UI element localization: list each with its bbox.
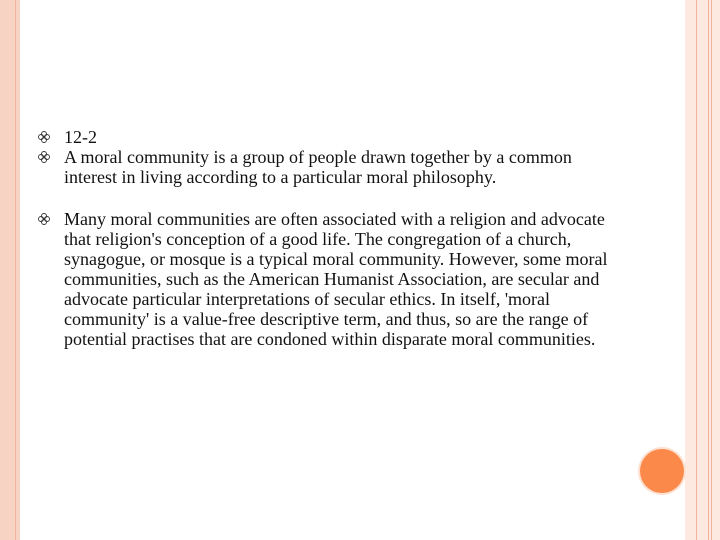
four-petal-flower-icon <box>38 151 50 163</box>
slide-right-border-line <box>711 0 712 540</box>
four-petal-flower-icon <box>38 131 50 143</box>
bullet-item <box>38 209 628 349</box>
slide-right-border-line <box>696 0 697 540</box>
slide-right-border <box>685 0 720 540</box>
bullet-item <box>38 127 628 147</box>
bullet-text: 12-2 <box>64 127 97 147</box>
four-petal-flower-icon <box>38 213 50 225</box>
bullet-item <box>38 147 628 187</box>
slide-right-border-line <box>708 0 709 540</box>
bullet-text: Many moral communities are often associated with a religion and advocate that religion's conception of a good life. The congregation of a church, synagogue, or mosque is a typical moral community. However, some moral communities, such as the American Humanist Association, are secular and advocate particular interpretations of secular ethics. In itself, 'moral community' is a value-free descriptive term, and thus, so are the range of potential practises that are condoned within disparate moral communities. <box>64 209 608 349</box>
slide-body <box>38 127 628 349</box>
bullet-text: A moral community is a group of people drawn together by a common interest in living according to a particular moral philosophy. <box>64 147 572 187</box>
slide-left-border <box>0 0 20 540</box>
decorative-circle <box>640 449 684 493</box>
slide-left-border-line <box>15 0 16 540</box>
